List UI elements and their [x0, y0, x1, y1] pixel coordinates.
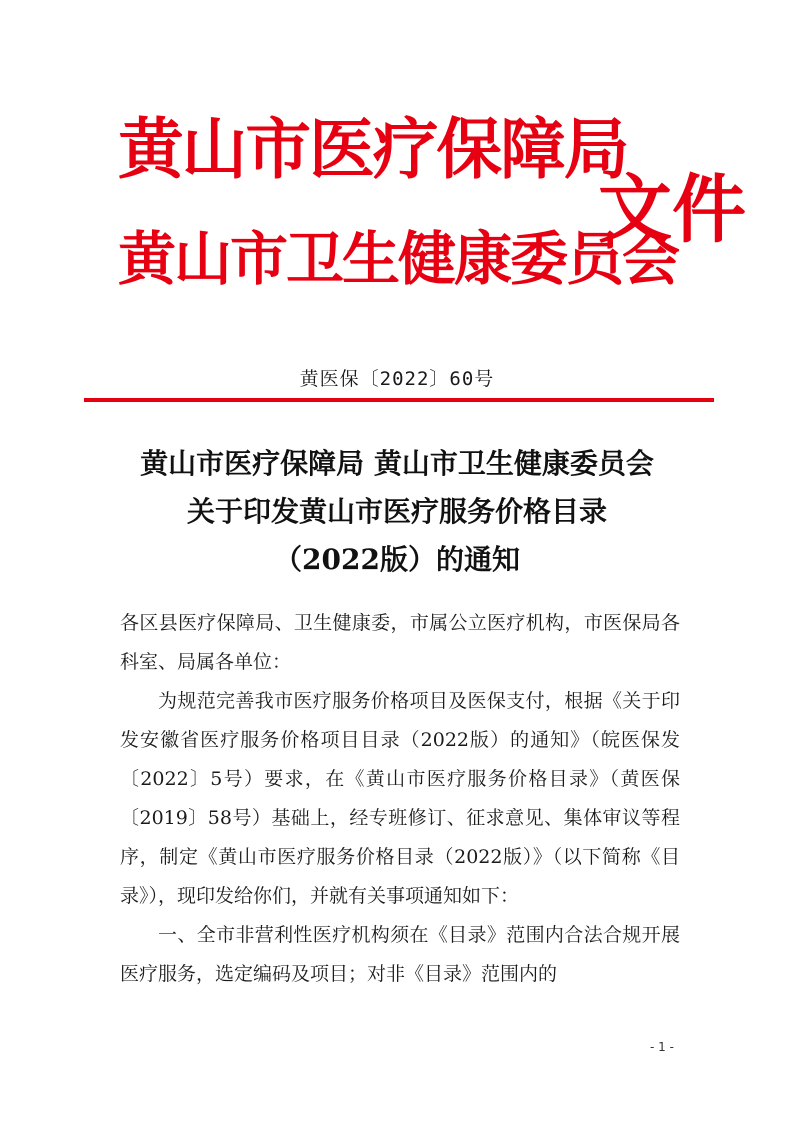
- document-body: [120, 604, 680, 994]
- document-number: 黄医保〔2022〕60号: [299, 368, 495, 390]
- notice-title: [0, 440, 794, 584]
- title-line-3: （2022版）的通知: [274, 543, 520, 576]
- document-type-word: 文件: [598, 167, 746, 253]
- red-divider-line: [84, 398, 714, 402]
- page-number: - 1 -: [650, 1040, 674, 1054]
- title-line-2: 关于印发黄山市医疗服务价格目录: [186, 495, 607, 528]
- body-paragraph-1: 为规范完善我市医疗服务价格项目及医保支付，根据《关于印发安徽省医疗服务价格项目目录（2022版）的通知》（皖医保发〔2022〕5号）要求，在《黄山市医疗服务价格目录》（黄医保〔2019〕58号）基础上，经专班修订、征求意见、集体审议等程序，制定《黄山市医疗服务价格目录（2022版）》（以下简称《目录》），现印发给你们，并就有关事项通知如下：: [120, 690, 680, 907]
- document-header: [0, 0, 794, 330]
- title-line-1: 黄山市医疗保障局 黄山市卫生健康委员会: [140, 447, 654, 480]
- body-paragraph-2: 一、全市非营利性医疗机构须在《目录》范围内合法合规开展医疗服务，选定编码及项目；对非《目录》范围内的: [120, 924, 680, 985]
- issuer-name-medical-security-bureau: 黄山市医疗保障局: [118, 110, 628, 188]
- addressees-paragraph: 各区县医疗保障局、卫生健康委，市属公立医疗机构，市医保局各科室、局属各单位：: [120, 612, 680, 673]
- issuer-name-health-commission: 黄山市卫生健康委员会: [118, 225, 679, 293]
